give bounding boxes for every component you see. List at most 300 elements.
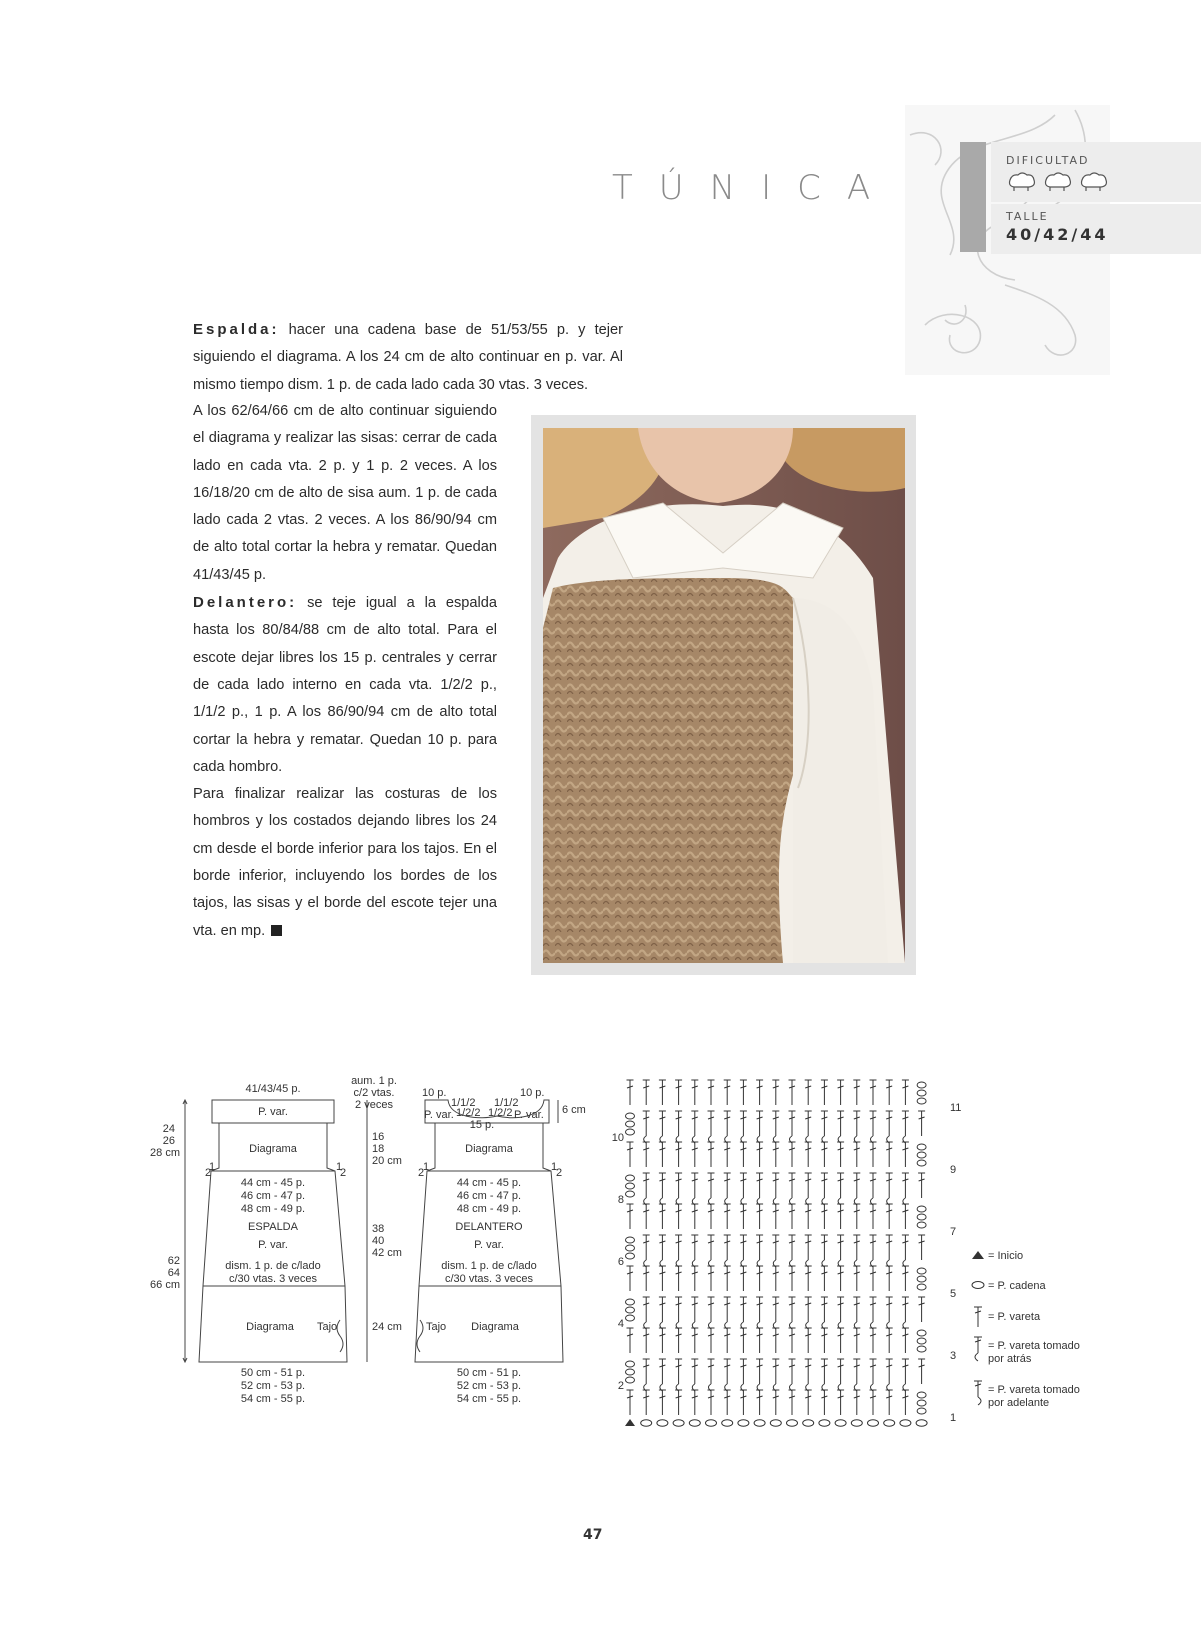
turning-chain <box>917 1338 926 1344</box>
double-crochet-stitch <box>918 1359 925 1384</box>
double-crochet-stitch <box>643 1359 650 1384</box>
double-crochet-stitch <box>837 1266 844 1291</box>
chain-stitch <box>787 1420 798 1426</box>
double-crochet-stitch <box>675 1204 682 1229</box>
double-crochet-stitch <box>756 1111 763 1136</box>
double-crochet-stitch <box>870 1266 877 1291</box>
body-height-1: 62 <box>167 1255 180 1267</box>
back-hem-diagram: Diagrama <box>246 1321 294 1333</box>
front-hem-width-1: 50 cm - 51 p. <box>456 1367 522 1379</box>
double-crochet-stitch <box>837 1297 844 1322</box>
turning-chain <box>626 1237 635 1243</box>
turning-chain <box>917 1408 926 1414</box>
double-crochet-stitch <box>789 1173 796 1198</box>
double-crochet-stitch <box>724 1266 731 1291</box>
double-crochet-stitch <box>870 1111 877 1136</box>
chain-stitch <box>819 1420 830 1426</box>
double-crochet-stitch <box>675 1266 682 1291</box>
double-crochet-stitch <box>870 1328 877 1353</box>
row-label-10: 10 <box>611 1132 624 1144</box>
double-crochet-stitch <box>772 1235 779 1260</box>
double-crochet-stitch <box>772 1173 779 1198</box>
turning-chain <box>626 1253 635 1259</box>
front-hem-width-2: 52 cm - 53 p. <box>456 1380 522 1392</box>
double-crochet-stitch <box>772 1266 779 1291</box>
double-crochet-stitch <box>675 1390 682 1415</box>
double-crochet-stitch <box>708 1173 715 1198</box>
double-crochet-stitch <box>643 1297 650 1322</box>
double-crochet-stitch <box>789 1080 796 1105</box>
armhole-step-1-right: 1 <box>336 1161 343 1173</box>
legend-vareta: = P. vareta <box>988 1311 1041 1323</box>
armhole-height-2: 26 <box>162 1135 175 1147</box>
double-crochet-stitch <box>708 1204 715 1229</box>
armhole-height-1: 24 <box>162 1123 175 1135</box>
row-label-11: 11 <box>950 1102 962 1114</box>
double-crochet-stitch <box>708 1297 715 1322</box>
double-crochet-stitch <box>740 1390 747 1415</box>
back-post-stitch-icon <box>974 1337 982 1361</box>
increase-note-1: aum. 1 p. <box>351 1075 397 1087</box>
turning-chain <box>626 1175 635 1181</box>
double-crochet-stitch <box>837 1359 844 1384</box>
chain-stitch <box>689 1420 700 1426</box>
chain-stitch-icon <box>972 1282 984 1289</box>
double-crochet-stitch <box>627 1142 634 1167</box>
body-height-2: 64 <box>167 1267 180 1279</box>
turning-chain <box>626 1121 635 1127</box>
double-crochet-stitch <box>789 1235 796 1260</box>
double-crochet-stitch <box>886 1111 893 1136</box>
espalda-paragraph <box>193 316 623 399</box>
double-crochet-stitch <box>886 1328 893 1353</box>
double-crochet-stitch <box>821 1173 828 1198</box>
double-crochet-stitch <box>821 1080 828 1105</box>
double-crochet-stitch <box>853 1297 860 1322</box>
front-armhole-1-right: 1 <box>551 1161 558 1173</box>
double-crochet-stitch <box>772 1297 779 1322</box>
turning-chain <box>917 1400 926 1406</box>
body-length-1: 38 <box>372 1223 385 1235</box>
double-crochet-stitch <box>805 1142 812 1167</box>
double-crochet-stitch <box>821 1297 828 1322</box>
double-crochet-stitch <box>821 1204 828 1229</box>
double-crochet-stitch <box>740 1204 747 1229</box>
double-crochet-stitch <box>724 1359 731 1384</box>
double-crochet-stitch <box>740 1297 747 1322</box>
front-decrease-1: dism. 1 p. de c/lado <box>441 1260 537 1272</box>
turning-chain <box>917 1214 926 1220</box>
double-crochet-stitch <box>789 1328 796 1353</box>
double-crochet-stitch <box>724 1080 731 1105</box>
front-armhole-1: 1 <box>423 1161 430 1173</box>
row-label-2: 2 <box>617 1380 624 1392</box>
double-crochet-stitch <box>708 1235 715 1260</box>
double-crochet-stitch <box>756 1266 763 1291</box>
double-crochet-stitch <box>918 1235 925 1260</box>
double-crochet-stitch <box>805 1359 812 1384</box>
turning-chain <box>626 1113 635 1119</box>
turning-chain <box>917 1268 926 1274</box>
double-crochet-stitch <box>724 1390 731 1415</box>
front-width-2: 46 cm - 47 p. <box>456 1190 522 1202</box>
double-crochet-stitch <box>772 1328 779 1353</box>
chain-stitch <box>868 1420 879 1426</box>
double-crochet-stitch <box>772 1080 779 1105</box>
double-crochet-stitch <box>902 1204 909 1229</box>
double-crochet-stitch <box>789 1111 796 1136</box>
turning-chain <box>626 1307 635 1313</box>
double-crochet-stitch <box>886 1297 893 1322</box>
double-crochet-stitch <box>675 1297 682 1322</box>
turning-chain <box>917 1392 926 1398</box>
double-crochet-stitch <box>853 1080 860 1105</box>
turning-chain <box>917 1346 926 1352</box>
turning-chain <box>917 1330 926 1336</box>
slit-length: 24 cm <box>372 1321 402 1333</box>
double-crochet-stitch <box>740 1359 747 1384</box>
turning-chain <box>626 1315 635 1321</box>
double-crochet-stitch <box>789 1390 796 1415</box>
armhole-depth-2: 18 <box>372 1143 385 1155</box>
double-crochet-stitch <box>805 1111 812 1136</box>
double-crochet-stitch <box>691 1173 698 1198</box>
increase-note-2: c/2 vtas. <box>353 1087 395 1099</box>
double-crochet-stitch <box>789 1266 796 1291</box>
turning-chain <box>626 1245 635 1251</box>
double-crochet-icon <box>974 1307 982 1327</box>
double-crochet-stitch <box>756 1235 763 1260</box>
double-crochet-stitch <box>837 1111 844 1136</box>
double-crochet-stitch <box>627 1390 634 1415</box>
double-crochet-stitch <box>805 1173 812 1198</box>
double-crochet-stitch <box>837 1080 844 1105</box>
double-crochet-stitch <box>643 1080 650 1105</box>
chain-stitch <box>722 1420 733 1426</box>
end-mark-icon <box>271 925 282 936</box>
double-crochet-stitch <box>853 1390 860 1415</box>
double-crochet-stitch <box>870 1235 877 1260</box>
double-crochet-stitch <box>643 1111 650 1136</box>
double-crochet-stitch <box>691 1080 698 1105</box>
double-crochet-stitch <box>691 1142 698 1167</box>
neck-shaping-left-2: 1/2/2 <box>456 1107 481 1119</box>
double-crochet-stitch <box>772 1390 779 1415</box>
double-crochet-stitch <box>675 1080 682 1105</box>
double-crochet-stitch <box>643 1328 650 1353</box>
double-crochet-stitch <box>902 1390 909 1415</box>
double-crochet-stitch <box>805 1204 812 1229</box>
back-top-stitches: 41/43/45 p. <box>245 1083 301 1095</box>
espalda-intro-text: hacer una cadena base de 51/53/55 p. y tejer siguiendo el diagrama. A los 24 cm de alto continuar en p. var. Al mismo tiempo dism. 1 p. de cada lado cada 30 vtas. 3 veces. <box>193 322 623 393</box>
turning-chain <box>917 1206 926 1212</box>
double-crochet-stitch <box>643 1204 650 1229</box>
double-crochet-stitch <box>902 1235 909 1260</box>
double-crochet-stitch <box>756 1080 763 1105</box>
right-shoulder-stitches: 10 p. <box>520 1087 545 1099</box>
double-crochet-stitch <box>691 1390 698 1415</box>
size-value: 40/42/44 <box>1006 225 1109 244</box>
front-body-stitch: P. var. <box>474 1239 504 1251</box>
double-crochet-stitch <box>853 1266 860 1291</box>
double-crochet-stitch <box>886 1390 893 1415</box>
turning-chain <box>626 1377 635 1383</box>
double-crochet-stitch <box>724 1173 731 1198</box>
turning-chain <box>917 1144 926 1150</box>
start-marker-icon <box>625 1419 635 1426</box>
delantero-paragraph <box>193 589 497 781</box>
double-crochet-stitch <box>643 1390 650 1415</box>
front-armhole-2-right: 2 <box>556 1167 563 1179</box>
back-width-1: 44 cm - 45 p. <box>240 1177 306 1189</box>
double-crochet-stitch <box>627 1266 634 1291</box>
turning-chain <box>626 1183 635 1189</box>
double-crochet-stitch <box>870 1173 877 1198</box>
stitch-chart-grid <box>625 1080 927 1426</box>
double-crochet-stitch <box>708 1111 715 1136</box>
double-crochet-stitch <box>756 1390 763 1415</box>
double-crochet-stitch <box>772 1142 779 1167</box>
turning-chain <box>917 1098 926 1104</box>
row-label-7: 7 <box>950 1226 957 1238</box>
size-label: TALLE <box>1006 210 1049 223</box>
armhole-depth-3: 20 cm <box>372 1155 402 1167</box>
double-crochet-stitch <box>918 1297 925 1322</box>
row-label-4: 4 <box>617 1318 624 1330</box>
double-crochet-stitch <box>821 1390 828 1415</box>
double-crochet-stitch <box>756 1142 763 1167</box>
turning-chain <box>626 1361 635 1367</box>
front-width-3: 48 cm - 49 p. <box>456 1203 522 1215</box>
double-crochet-stitch <box>853 1328 860 1353</box>
double-crochet-stitch <box>659 1266 666 1291</box>
double-crochet-stitch <box>821 1266 828 1291</box>
double-crochet-stitch <box>837 1328 844 1353</box>
double-crochet-stitch <box>870 1142 877 1167</box>
legend-inicio: = Inicio <box>988 1250 1024 1262</box>
double-crochet-stitch <box>708 1080 715 1105</box>
double-crochet-stitch <box>740 1173 747 1198</box>
row-label-3: 3 <box>950 1350 957 1362</box>
legend-adelante-1: = P. vareta tomado <box>988 1384 1080 1396</box>
chain-stitch <box>738 1420 749 1426</box>
double-crochet-stitch <box>756 1328 763 1353</box>
page-title: TÚNICA <box>612 168 897 208</box>
double-crochet-stitch <box>756 1359 763 1384</box>
armhole-depth-1: 16 <box>372 1131 385 1143</box>
double-crochet-stitch <box>789 1359 796 1384</box>
double-crochet-stitch <box>627 1328 634 1353</box>
double-crochet-stitch <box>643 1173 650 1198</box>
delantero-heading: Delantero: <box>193 594 298 612</box>
back-hem-width-2: 52 cm - 53 p. <box>240 1380 306 1392</box>
double-crochet-stitch <box>675 1111 682 1136</box>
instructions-column <box>193 398 497 945</box>
back-slit-mark <box>337 1320 343 1352</box>
double-crochet-stitch <box>740 1142 747 1167</box>
front-slit-label: Tajo <box>426 1321 447 1333</box>
double-crochet-stitch <box>853 1173 860 1198</box>
back-piece-name: ESPALDA <box>248 1221 298 1233</box>
turning-chain <box>626 1299 635 1305</box>
double-crochet-stitch <box>886 1266 893 1291</box>
front-left-shoulder-stitch: P. var. <box>424 1109 454 1121</box>
difficulty-label: DIFICULTAD <box>1006 154 1090 167</box>
body-length-3: 42 cm <box>372 1247 402 1259</box>
turning-chain <box>917 1090 926 1096</box>
double-crochet-stitch <box>691 1204 698 1229</box>
double-crochet-stitch <box>886 1204 893 1229</box>
double-crochet-stitch <box>756 1204 763 1229</box>
double-crochet-stitch <box>902 1266 909 1291</box>
double-crochet-stitch <box>902 1328 909 1353</box>
espalda-heading: Espalda: <box>193 321 280 338</box>
double-crochet-stitch <box>659 1328 666 1353</box>
double-crochet-stitch <box>805 1235 812 1260</box>
back-hem-width-1: 50 cm - 51 p. <box>240 1367 306 1379</box>
sheep-icon <box>1010 173 1035 191</box>
chain-stitch <box>916 1420 927 1426</box>
front-decrease-2: c/30 vtas. 3 veces <box>444 1273 534 1285</box>
double-crochet-stitch <box>659 1359 666 1384</box>
armhole-height-3: 28 cm <box>150 1147 180 1159</box>
double-crochet-stitch <box>853 1204 860 1229</box>
double-crochet-stitch <box>691 1297 698 1322</box>
chain-stitch <box>900 1420 911 1426</box>
back-height-arrow <box>183 1100 187 1362</box>
double-crochet-stitch <box>837 1390 844 1415</box>
double-crochet-stitch <box>837 1235 844 1260</box>
turning-chain <box>917 1152 926 1158</box>
double-crochet-stitch <box>708 1142 715 1167</box>
double-crochet-stitch <box>772 1204 779 1229</box>
chain-stitch <box>884 1420 895 1426</box>
double-crochet-stitch <box>902 1111 909 1136</box>
double-crochet-stitch <box>691 1328 698 1353</box>
stitch-chart <box>611 1075 962 1430</box>
body-length-2: 40 <box>372 1235 385 1247</box>
double-crochet-stitch <box>902 1080 909 1105</box>
increase-note-3: 2 veces <box>355 1099 393 1111</box>
double-crochet-stitch <box>691 1235 698 1260</box>
legend-atras-1: = P. vareta tomado <box>988 1340 1080 1352</box>
turning-chain <box>917 1284 926 1290</box>
turning-chain <box>917 1082 926 1088</box>
double-crochet-stitch <box>870 1080 877 1105</box>
double-crochet-stitch <box>659 1297 666 1322</box>
neck-shaping-left-1: 1/1/2 <box>451 1097 476 1109</box>
back-width-3: 48 cm - 49 p. <box>240 1203 306 1215</box>
row-label-6: 6 <box>617 1256 624 1268</box>
back-body-stitch: P. var. <box>258 1239 288 1251</box>
sheep-icon <box>1046 173 1071 191</box>
garment-photo <box>543 428 905 963</box>
turning-chain <box>917 1276 926 1282</box>
double-crochet-stitch <box>643 1142 650 1167</box>
double-crochet-stitch <box>740 1235 747 1260</box>
double-crochet-stitch <box>708 1359 715 1384</box>
front-hem-width-3: 54 cm - 55 p. <box>456 1393 522 1405</box>
double-crochet-stitch <box>643 1266 650 1291</box>
double-crochet-stitch <box>821 1111 828 1136</box>
chain-stitch <box>673 1420 684 1426</box>
double-crochet-stitch <box>886 1173 893 1198</box>
double-crochet-stitch <box>805 1328 812 1353</box>
double-crochet-stitch <box>659 1173 666 1198</box>
double-crochet-stitch <box>756 1297 763 1322</box>
double-crochet-stitch <box>853 1111 860 1136</box>
double-crochet-stitch <box>886 1142 893 1167</box>
chain-stitch <box>657 1420 668 1426</box>
back-hem-width-3: 54 cm - 55 p. <box>240 1393 306 1405</box>
header-accent-bar <box>960 142 986 252</box>
front-right-shoulder-stitch: P. var. <box>514 1109 544 1121</box>
double-crochet-stitch <box>627 1080 634 1105</box>
finishing-text: Para finalizar realizar las costuras de los hombros y los costados dejando libres los 24 cm desde el borde inferior para los tajos. En el borde inferior, incluyendo los bordes de los tajos, las sisas y el borde del escote tejer una vta. en mp. <box>193 786 497 939</box>
double-crochet-stitch <box>805 1266 812 1291</box>
double-crochet-stitch <box>821 1142 828 1167</box>
left-shoulder-stitches: 10 p. <box>422 1087 447 1099</box>
back-decrease-2: c/30 vtas. 3 veces <box>228 1273 318 1285</box>
double-crochet-stitch <box>886 1235 893 1260</box>
double-crochet-stitch <box>789 1204 796 1229</box>
chain-stitch <box>851 1420 862 1426</box>
front-hem-diagram: Diagrama <box>471 1321 519 1333</box>
double-crochet-stitch <box>740 1328 747 1353</box>
finishing-paragraph <box>193 781 497 945</box>
double-crochet-stitch <box>724 1142 731 1167</box>
back-diagram-label: Diagrama <box>249 1143 297 1155</box>
turning-chain <box>626 1369 635 1375</box>
double-crochet-stitch <box>902 1173 909 1198</box>
double-crochet-stitch <box>870 1390 877 1415</box>
double-crochet-stitch <box>675 1359 682 1384</box>
double-crochet-stitch <box>675 1235 682 1260</box>
delantero-text: se teje igual a la espalda hasta los 80/84/88 cm de alto total. Para el escote dejar libres los 15 p. centrales y cerrar de cada lado interno en cada vta. 1/2/2 p., 1/1/2 p., 1 p. A los 86/90/94 cm de alto total cortar la hebra y rematar. Quedan 10 p. para cada hombro. <box>193 595 497 775</box>
double-crochet-stitch <box>902 1297 909 1322</box>
chain-stitch <box>641 1420 652 1426</box>
armhole-step-1: 1 <box>209 1161 216 1173</box>
double-crochet-stitch <box>675 1173 682 1198</box>
double-crochet-stitch <box>870 1204 877 1229</box>
double-crochet-stitch <box>659 1142 666 1167</box>
armhole-step-2: 2 <box>205 1167 212 1179</box>
double-crochet-stitch <box>821 1235 828 1260</box>
double-crochet-stitch <box>837 1142 844 1167</box>
double-crochet-stitch <box>853 1142 860 1167</box>
back-decrease-1: dism. 1 p. de c/lado <box>225 1260 321 1272</box>
double-crochet-stitch <box>870 1359 877 1384</box>
double-crochet-stitch <box>708 1390 715 1415</box>
start-triangle-icon <box>972 1251 984 1259</box>
back-slit-label: Tajo <box>317 1321 338 1333</box>
front-width-1: 44 cm - 45 p. <box>456 1177 522 1189</box>
neck-center-stitches: 15 p. <box>469 1119 495 1131</box>
double-crochet-stitch <box>627 1204 634 1229</box>
double-crochet-stitch <box>675 1328 682 1353</box>
double-crochet-stitch <box>740 1266 747 1291</box>
difficulty-sheep-icons <box>1006 170 1116 192</box>
double-crochet-stitch <box>724 1204 731 1229</box>
neck-depth: 6 cm <box>562 1104 586 1116</box>
double-crochet-stitch <box>902 1359 909 1384</box>
row-label-9: 9 <box>950 1164 957 1176</box>
turning-chain <box>917 1222 926 1228</box>
double-crochet-stitch <box>821 1359 828 1384</box>
double-crochet-stitch <box>724 1111 731 1136</box>
double-crochet-stitch <box>756 1173 763 1198</box>
double-crochet-stitch <box>659 1080 666 1105</box>
